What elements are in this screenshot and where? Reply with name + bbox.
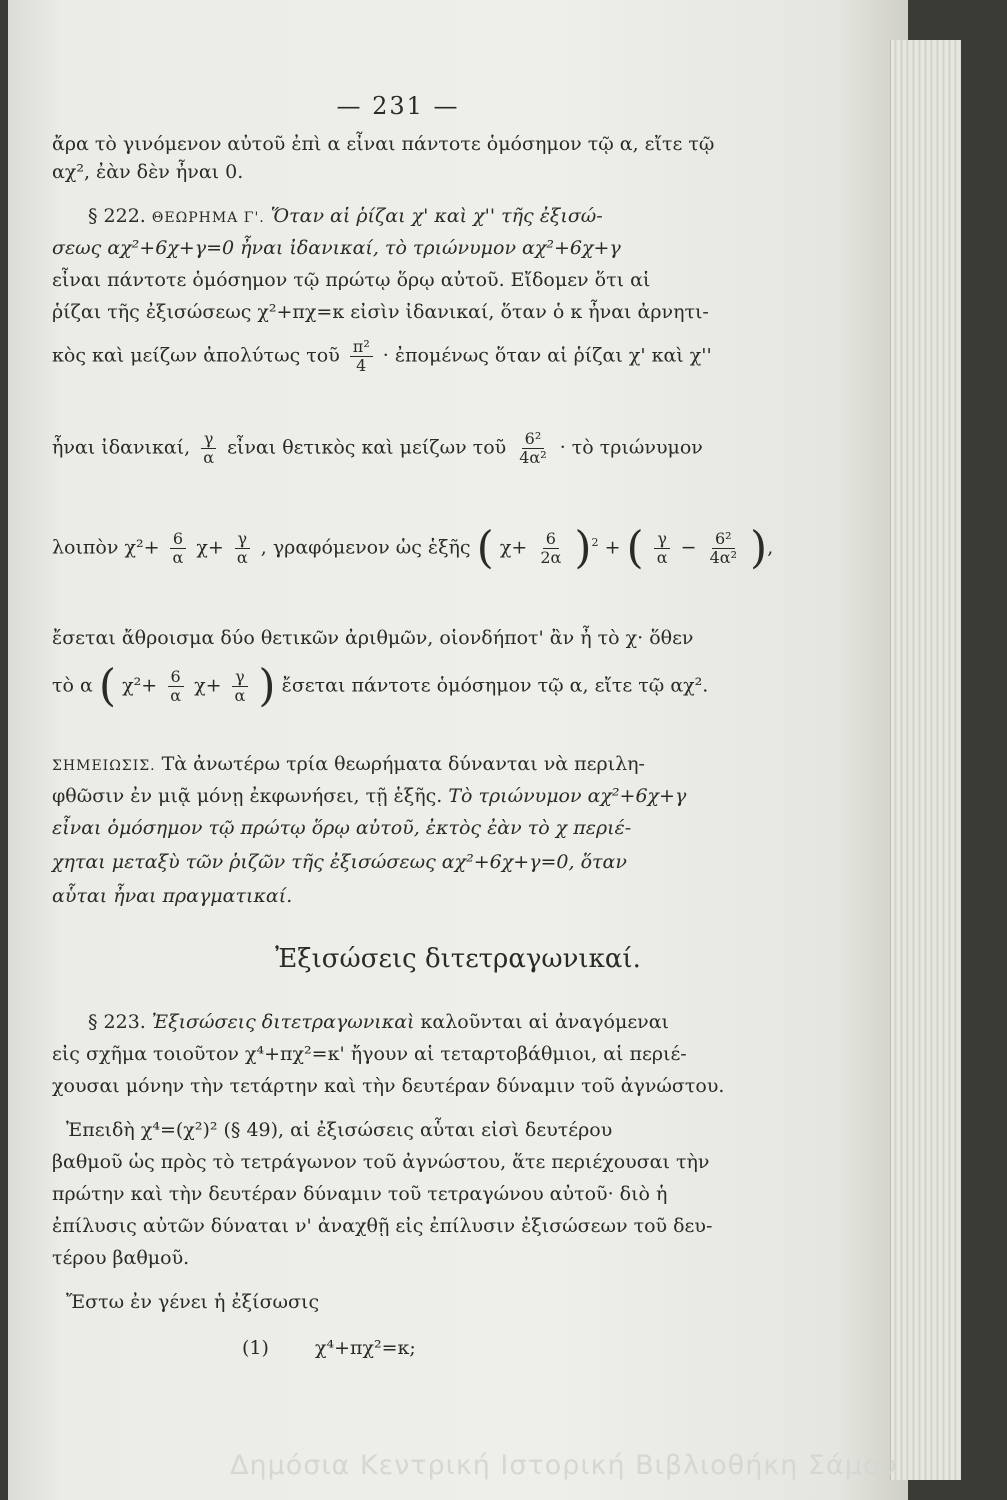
text-segment: Τὸ τριώνυμον αχ²+6χ+γ (448, 785, 687, 807)
denominator: α (170, 686, 182, 705)
text-line: εἶναι ὁμόσημον τῷ πρώτῳ ὅρῳ αὐτοῦ, ἐκτὸς ἐὰν τὸ χ περιέ- (52, 817, 632, 839)
text-segment: χ+ (196, 536, 224, 559)
open-paren: ( (98, 660, 117, 712)
text-line: Ἔστω ἐν γένει ἡ ἐξίσωσις (66, 1291, 320, 1313)
minus-sign: − (680, 536, 697, 559)
numerator: 6² (522, 430, 545, 449)
text-segment: · τὸ τριώνυμον (559, 436, 703, 459)
text-line: ἐπίλυσις αὐτῶν δύναται ν' ἀναχθῇ εἰς ἐπίλυσιν ἐξισώσεων τοῦ δευ- (52, 1215, 713, 1237)
text-line: ῥίζαι τῆς ἐξισώσεως χ²+πχ=κ εἰσὶν ἰδανικαί, ὅταν ὁ κ ἦναι ἀρνητι- (52, 301, 709, 323)
section-number: § 222. (88, 205, 146, 227)
book-page (8, 0, 908, 1500)
text-segment: ἦναι ἰδανικαί, (52, 436, 191, 459)
text-segment: Τὰ ἀνωτέρω τρία θεωρήματα δύνανται νὰ περιλη- (161, 753, 645, 775)
paragraph-line (52, 1010, 882, 1034)
numerator: γ (654, 530, 670, 549)
denominator: 2α (540, 548, 562, 567)
fraction (516, 430, 549, 467)
denominator: α (234, 686, 246, 705)
numerator: γ (232, 668, 248, 687)
comma: , (767, 536, 774, 559)
text-segment: εἶναι θετικὸς καὶ μείζων τοῦ (227, 436, 507, 459)
denominator: 4α² (709, 548, 737, 567)
text-line: βαθμοῦ ὡς πρὸς τὸ τετράγωνον τοῦ ἀγνώστου, ἅτε περιέχουσαι τὴν (52, 1151, 710, 1173)
numerator: 6 (168, 668, 184, 687)
text-line: εἰς σχῆμα τοιοῦτον χ⁴+πχ²=κ' ἤγουν αἱ τεταρτοβάθμιοι, αἱ περιέ- (52, 1043, 687, 1065)
numerator: π² (350, 338, 373, 357)
denominator: 4 (356, 356, 367, 375)
fraction (170, 530, 187, 567)
library-watermark: Δημόσια Κεντρική Ιστορική Βιβλιοθήκη Σάμου (230, 1450, 898, 1481)
fraction (232, 668, 249, 705)
formula-line (52, 430, 882, 467)
text-line: χηται μεταξὺ τῶν ῥιζῶν τῆς ἐξισώσεως αχ²+6χ+γ=0, ὅταν (52, 851, 627, 873)
text-line: πρώτην καὶ τὴν δευτέραν δύναμιν τοῦ τετραγώνου αὐτοῦ· διὸ ἡ (52, 1183, 668, 1205)
page-number: — 231 — (336, 92, 460, 120)
text-segment: ἔσεται πάντοτε ὁμόσημον τῷ α, εἴτε τῷ αχ². (281, 674, 709, 697)
text-line: εἶναι πάντοτε ὁμόσημον τῷ πρώτῳ ὅρῳ αὐτοῦ. Εἴδομεν ὅτι αἱ (52, 269, 651, 291)
denominator: α (656, 548, 668, 567)
text-line: Ἐπειδὴ χ⁴=(χ²)² (§ 49), αἱ ἐξισώσεις αὗται εἰσὶ δευτέρου (66, 1119, 613, 1141)
formula-line (52, 660, 882, 712)
equation-line (52, 1336, 908, 1360)
term: Ἐξισώσεις διτετραγωνικαὶ (151, 1011, 415, 1033)
numerator: 6² (712, 530, 735, 549)
denominator: α (203, 448, 215, 467)
theorem-line (52, 204, 882, 230)
exponent: 2 (591, 536, 599, 550)
denominator: α (236, 548, 248, 567)
numerator: γ (235, 530, 251, 549)
plus-sign: + (604, 536, 621, 559)
note-line (52, 752, 882, 778)
text-line: χουσαι μόνην τὴν τετάρτην καὶ τὴν δευτέραν δύναμιν τοῦ ἀγνώστου. (52, 1075, 725, 1097)
text-line: ἔσεται ἄθροισμα δύο θετικῶν ἀριθμῶν, οἱονδήποτ' ἂν ἦ τὸ χ· ὅθεν (52, 627, 694, 649)
theorem-text: Ὅταν αἱ ῥίζαι χ' καὶ χ'' τῆς ἐξισώ- (270, 205, 603, 227)
fraction (167, 668, 184, 705)
text-segment: λοιπὸν χ²+ (52, 536, 160, 559)
text-line: σεως αχ²+6χ+γ=0 ἦναι ἰδανικαί, τὸ τριώνυμον αχ²+6χ+γ (52, 237, 621, 259)
close-paren: ) (750, 522, 768, 574)
math-segment: χ+ (499, 536, 528, 559)
text-segment: · ἐπομένως ὅταν αἱ ῥίζαι χ' καὶ χ'' (382, 344, 712, 367)
fraction (537, 530, 564, 567)
numerator: γ (201, 430, 217, 449)
math-segment: χ+ (194, 674, 222, 697)
text-segment: τὸ α (52, 674, 93, 697)
text-segment: καλοῦνται αἱ ἀναγόμεναι (420, 1011, 669, 1033)
denominator: 4α² (519, 448, 547, 467)
fraction (654, 530, 671, 567)
fraction (200, 430, 217, 467)
fraction (234, 530, 251, 567)
text-line: αὗται ἦναι πραγματικαί. (52, 885, 293, 907)
text-line: αχ², ἐὰν δὲν ἦναι 0. (52, 161, 244, 183)
formula-line (52, 522, 882, 574)
math-segment: χ²+ (122, 674, 158, 697)
section-number: § 223. (88, 1011, 146, 1033)
fraction (350, 338, 373, 375)
note-line (52, 784, 882, 808)
text-segment: , γραφόμενον ὡς ἑξῆς (260, 536, 471, 559)
numerator: 6 (543, 530, 559, 549)
section-heading: Ἐξισώσεις διτετραγωνικαί. (275, 944, 641, 974)
text-segment: κὸς καὶ μείζων ἀπολύτως τοῦ (52, 344, 340, 367)
open-paren: ( (626, 522, 644, 574)
equation-number: (1) (242, 1337, 269, 1359)
note-label: ΣΗΜΕΙΩΣΙΣ. (52, 758, 156, 774)
denominator: α (172, 548, 184, 567)
open-paren: ( (476, 522, 494, 574)
text-segment: φθῶσιν ἐν μιᾷ μόνῃ ἐκφωνήσει, τῇ ἑξῆς. (52, 785, 443, 807)
equation: χ⁴+πχ²=κ; (314, 1337, 416, 1359)
formula-line (52, 338, 882, 375)
close-paren: ) (258, 660, 276, 712)
close-paren: ) (574, 522, 592, 574)
text-line: ἄρα τὸ γινόμενον αὐτοῦ ἐπὶ α εἶναι πάντοτε ὁμόσημον τῷ α, εἴτε τῷ (52, 133, 715, 155)
fraction (707, 530, 740, 567)
theorem-label: ΘΕΩΡΗΜΑ Γ'. (151, 210, 265, 226)
book-page-edges (890, 40, 961, 1480)
text-line: τέρου βαθμοῦ. (52, 1247, 190, 1269)
numerator: 6 (170, 530, 186, 549)
